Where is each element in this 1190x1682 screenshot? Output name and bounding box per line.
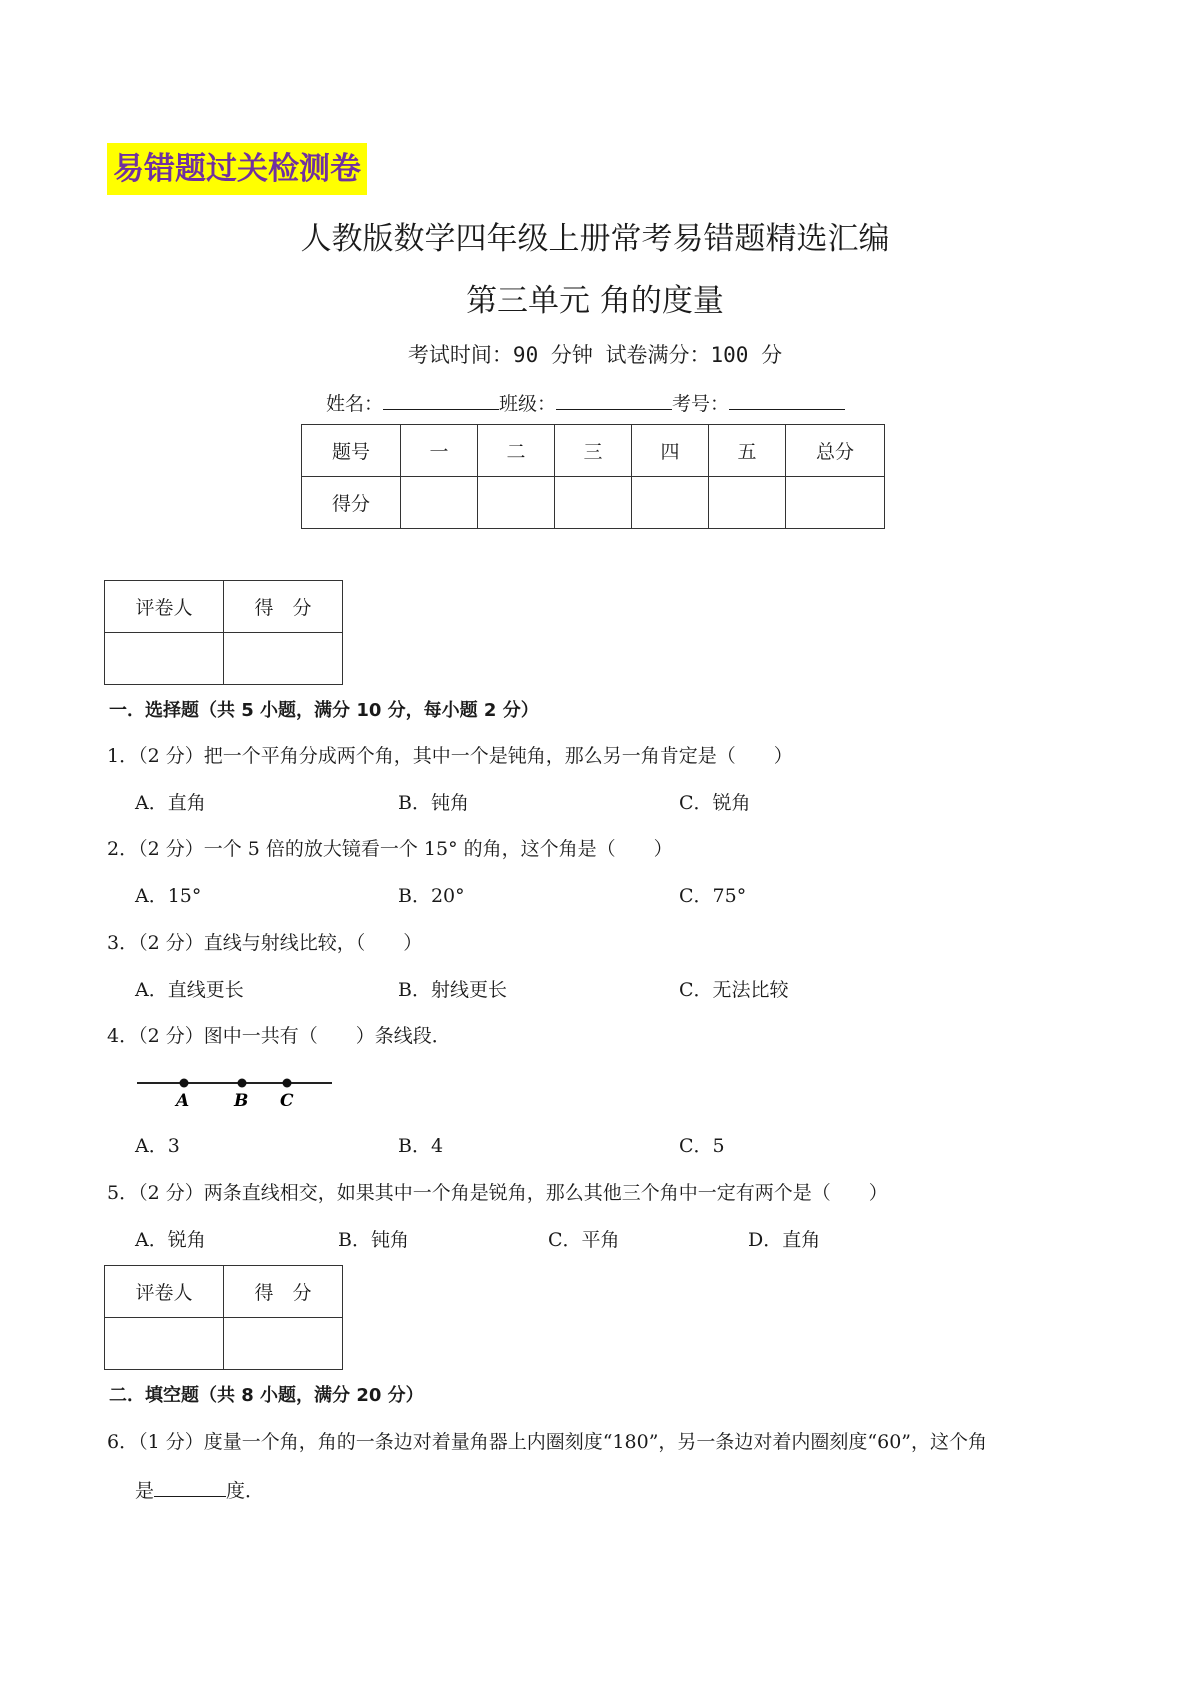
option[interactable]: B．钝角 (398, 792, 469, 814)
score-cell[interactable] (709, 477, 786, 529)
class-blank[interactable] (556, 387, 672, 410)
grader-table (104, 580, 343, 685)
score-header: 四 (632, 425, 709, 477)
unit-title: 第三单元 角的度量 (466, 283, 724, 319)
option[interactable]: C．平角 (548, 1229, 620, 1251)
number-label: 考号： (672, 393, 730, 415)
reviewer-label: 评卷人 (105, 1266, 224, 1318)
reviewer-cell[interactable] (105, 1318, 224, 1370)
grader-score-label: 得 分 (224, 581, 343, 633)
option[interactable]: B．射线更长 (398, 979, 507, 1001)
option[interactable]: B．钝角 (338, 1229, 409, 1251)
line-segment-figure (134, 1070, 334, 1110)
point-b-dot (238, 1079, 247, 1088)
score-header: 总分 (786, 425, 885, 477)
score-header: 三 (555, 425, 632, 477)
score-table (301, 424, 885, 529)
score-cell[interactable] (632, 477, 709, 529)
question-stem: 3．（2 分）直线与射线比较，（ ） (107, 932, 423, 954)
option[interactable]: A．直线更长 (135, 979, 244, 1001)
score-cell[interactable] (478, 477, 555, 529)
score-cell[interactable] (401, 477, 478, 529)
question-stem: 6．（1 分）度量一个角，角的一条边对着量角器上内圈刻度“180”，另一条边对着内圈刻度“60”，这个角 (107, 1431, 988, 1453)
score-row-label: 得分 (302, 477, 401, 529)
reviewer-cell[interactable] (105, 633, 224, 685)
grader-score-cell[interactable] (224, 633, 343, 685)
option[interactable]: C．75° (679, 885, 747, 907)
option[interactable]: A．直角 (135, 792, 206, 814)
q6-prefix: 是 (135, 1480, 155, 1502)
question-stem: 2．（2 分）一个 5 倍的放大镜看一个 15° 的角，这个角是（ ） (107, 838, 673, 860)
point-c-dot (283, 1079, 292, 1088)
document-title: 人教版数学四年级上册常考易错题精选汇编 (300, 221, 890, 257)
section-heading: 一．选择题（共 5 小题，满分 10 分，每小题 2 分） (109, 700, 539, 721)
option[interactable]: A．锐角 (135, 1229, 206, 1251)
name-blank[interactable] (383, 387, 499, 410)
option[interactable]: C．5 (679, 1135, 725, 1157)
option[interactable]: B．20° (398, 885, 465, 907)
name-label: 姓名： (326, 393, 384, 415)
score-cell[interactable] (786, 477, 885, 529)
option[interactable]: A．3 (135, 1135, 180, 1157)
exam-info: 考试时间：90 分钟 试卷满分：100 分 (407, 343, 783, 367)
option[interactable]: B．4 (398, 1135, 444, 1157)
point-a-label: A (176, 1091, 190, 1110)
q6-suffix: 度． (226, 1480, 265, 1502)
point-c-label: C (280, 1091, 294, 1110)
point-b-label: B (234, 1091, 249, 1110)
number-blank[interactable] (729, 387, 845, 410)
score-cell[interactable] (555, 477, 632, 529)
score-header: 五 (709, 425, 786, 477)
student-info (326, 387, 845, 419)
score-header: 一 (401, 425, 478, 477)
option[interactable]: A．15° (135, 885, 202, 907)
class-label: 班级： (499, 393, 557, 415)
badge-title: 易错题过关检测卷 (107, 143, 367, 195)
score-header: 二 (478, 425, 555, 477)
score-header: 题号 (302, 425, 401, 477)
grader-table (104, 1265, 343, 1370)
question-stem-continued (135, 1474, 264, 1506)
answer-blank[interactable] (154, 1474, 226, 1497)
question-stem: 4．（2 分）图中一共有（ ）条线段． (107, 1025, 451, 1047)
option[interactable]: D．直角 (748, 1229, 821, 1251)
option[interactable]: C．锐角 (679, 792, 751, 814)
grader-score-cell[interactable] (224, 1318, 343, 1370)
question-stem: 1．（2 分）把一个平角分成两个角，其中一个是钝角，那么另一角肯定是（ ） (107, 745, 793, 767)
grader-score-label: 得 分 (224, 1266, 343, 1318)
section-heading: 二．填空题（共 8 小题，满分 20 分） (109, 1385, 424, 1406)
point-a-dot (180, 1079, 189, 1088)
question-stem: 5．（2 分）两条直线相交，如果其中一个角是锐角，那么其他三个角中一定有两个是（ ） (107, 1182, 888, 1204)
option[interactable]: C．无法比较 (679, 979, 789, 1001)
reviewer-label: 评卷人 (105, 581, 224, 633)
